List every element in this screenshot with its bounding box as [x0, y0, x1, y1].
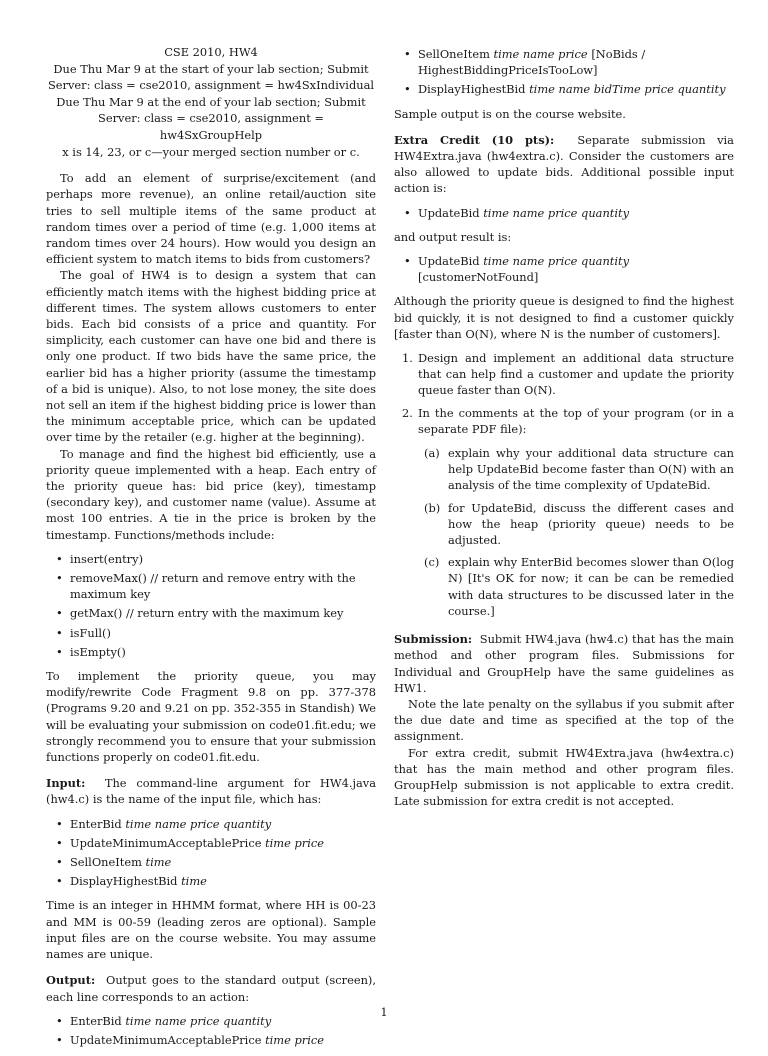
submission-paragraph: Submission: Submit HW4.java (hw4.c) that has the main method and other program files. Submissions for Individual and GroupHelp have the same guidelines as HW1.: [394, 632, 734, 695]
extra-input-list: [394, 205, 734, 221]
intro-paragraph-1: To add an element of surprise/excitement (and perhaps more revenue), an online retail/auction site tries to sell multiple items of the same product at random times over a period of time (e.g. 1,000 items at random times over 24 hours). How would you design an efficient system to match items to bids from customers?: [46, 171, 376, 267]
left-column: [46, 44, 376, 1056]
output-label: Output:: [46, 973, 96, 988]
right-column: [394, 46, 734, 809]
list-item: (c) explain why EnterBid becomes slower than O(log N) [It's OK for now; it can be can be remedied with data structures to be discussed later in the course.]: [424, 555, 734, 618]
list-item: • isFull(): [56, 625, 111, 640]
list-item: 1. Design and implement an additional data structure that can help find a customer and update the priority queue faster than O(N).: [402, 351, 734, 398]
extra-task-list: [394, 350, 734, 619]
submission-label: Submission:: [394, 632, 473, 647]
header-section-note: x is 14, 23, or c—your merged section number or c.: [62, 144, 360, 159]
input-label: Input:: [46, 776, 86, 791]
function-list: [46, 551, 376, 660]
assignment-header: [46, 44, 376, 160]
header-due-grouphelp: Due Thu Mar 9 at the end of your lab section; Submit: [56, 94, 366, 109]
extra-credit-label: Extra Credit (10 pts):: [394, 132, 555, 147]
extra-credit-paragraph: Extra Credit (10 pts): Separate submission via HW4Extra.java (hw4extra.c). Consider the customers are also allowed to update bids. Additional possible input action is:: [394, 132, 734, 196]
priority-queue-note: Although the priority queue is designed to find the highest bid quickly, it is not designed to find a customer quickly [faster than O(N), where N is the number of customers].: [394, 294, 734, 341]
late-penalty-paragraph: Note the late penalty on the syllabus if you submit after the due date and time as specified at the top of the assignment.: [394, 696, 734, 744]
input-action-list: [46, 816, 376, 890]
list-item: • EnterBid time name price quantity: [56, 816, 272, 831]
header-due-individual: Due Thu Mar 9 at the start of your lab section; Submit: [53, 61, 369, 76]
list-item: • UpdateBid time name price quantity [customerNotFound]: [404, 254, 630, 285]
list-item: 2. In the comments at the top of your program (or in a separate PDF file): (a) explain why your additional data structure can help UpdateBid become faster than O(N) with an analysis of the time complexity of UpdateBid. (b) for UpdateBid, discuss the different cases and how the heap (priority queue) needs to be adjusted. (c) explain why EnterBid becomes slower than O(log N) [It's OK for now; it can be can be remedied with data structures to be discussed later in the course.]: [402, 405, 734, 618]
header-title: CSE 2010, HW4: [164, 45, 258, 59]
list-item: (b) for UpdateBid, discuss the different cases and how the heap (priority queue) needs to be adjusted.: [424, 500, 734, 548]
sample-output-note: Sample output is on the course website.: [394, 106, 626, 121]
list-item: • DisplayHighestBid time name bidTime price quantity: [404, 82, 726, 97]
list-item: • EnterBid time name price quantity: [56, 1013, 272, 1028]
list-item: • removeMax() // return and remove entry with the maximum key: [56, 571, 356, 602]
implement-paragraph: To implement the priority queue, you may modify/rewrite Code Fragment 9.8 on pp. 377-378 (Programs 9.20 and 9.21 on pp. 352-355 in Standish) We will be evaluating your submission on code01.fit.edu; we strongly recommend you to ensure that your submission functions properly on code01.fit.edu.: [46, 669, 376, 765]
list-item: • SellOneItem time name price [NoBids / HighestBiddingPriceIsTooLow]: [404, 47, 646, 78]
extra-output-list: [394, 253, 734, 285]
output-action-list-part2: [394, 46, 734, 98]
list-item: (a) explain why your additional data structure can help UpdateBid become faster than O(N) with an analysis of the time complexity of UpdateBid.: [424, 446, 734, 493]
intro-paragraph-3: To manage and find the highest bid efficiently, use a priority queue implemented with a heap. Each entry of the priority queue has: bid price (key), timestamp (secondary key), and customer name (value). Assume at most 100 entries. A tie in the price is broken by the timestamp. Functions/methods include:: [46, 446, 376, 542]
extra-submission-paragraph: For extra credit, submit HW4Extra.java (hw4extra.c) that has the main method and other program files. GroupHelp submission is not applicable to extra credit. Late submission for extra credit is not accepted.: [394, 745, 734, 809]
list-item: • UpdateMinimumAcceptablePrice time price: [56, 1032, 324, 1047]
output-paragraph: Output: Output goes to the standard output (screen), each line corresponds to an action:: [46, 973, 376, 1004]
header-server-grouphelp: Server: class = cse2010, assignment = hw4SxGroupHelp: [98, 111, 324, 142]
input-paragraph: Input: The command-line argument for HW4.java (hw4.c) is the name of the input file, which has:: [46, 776, 376, 807]
list-item: • getMax() // return entry with the maximum key: [56, 606, 344, 621]
header-server-individual: Server: class = cse2010, assignment = hw4SxIndividual: [47, 78, 375, 93]
page-number: 1: [380, 1005, 388, 1019]
extra-subtask-list: [418, 445, 734, 619]
list-item: • DisplayHighestBid time: [56, 874, 207, 889]
list-item: • UpdateMinimumAcceptablePrice time price: [56, 835, 324, 850]
list-item: • insert(entry): [56, 551, 144, 566]
intro-paragraph-2: The goal of HW4 is to design a system that can efficiently match items with the highest bidding price at different times. The system allows customers to enter bids. Each bid consists of a price and quantity. For simplicity, each customer can have one bid and there is only one product. If two bids have the same price, the earlier bid has a higher priority (assume the timestamp of a bid is unique). Also, to not lose money, the site does not sell an item if the highest bidding price is lower than the minimum acceptable price, which can be updated over time by the retailer (e.g. higher at the beginning).: [46, 268, 376, 445]
list-item: • SellOneItem time: [56, 855, 172, 870]
list-item: • isEmpty(): [56, 644, 126, 659]
list-item: • UpdateBid time name price quantity: [404, 205, 630, 220]
time-format-note: Time is an integer in HHMM format, where HH is 00-23 and MM is 00-59 (leading zeros are optional). Sample input files are on the course website. You may assume names are unique.: [46, 898, 376, 962]
extra-output-intro: and output result is:: [394, 229, 512, 244]
